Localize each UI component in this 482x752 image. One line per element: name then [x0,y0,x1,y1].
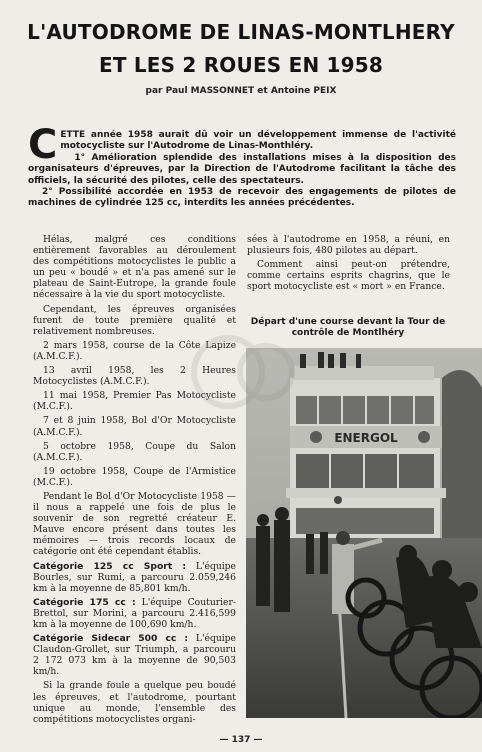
photo-caption: Départ d'une course devant la Tour de contrôle de Montlhéry [250,317,446,338]
record-item [33,597,236,630]
record-label: Catégorie 175 cc : [33,596,136,608]
event-item: 7 et 8 juin 1958, Bol d'Or Motocycliste (A.M.C.F.). [33,415,236,438]
article-title-line1: L'AUTODROME DE LINAS-MONTLHERY [27,20,455,44]
body-paragraph: sées à l'autodrome en 1958, a réuni, en plusieurs fois, 480 pilotes au départ. [247,234,450,257]
body-paragraph: Si la grande foule a quelque peu boudé les épreuves, et l'autodrome, pourtant unique au monde, l'ensemble des compétitions motocyclistes organi- [33,680,236,725]
event-item: 5 octobre 1958, Coupe du Salon (A.M.C.F.). [33,440,236,463]
right-column [247,234,450,295]
body-paragraph: Cependant, les épreuves organisées furent de toute première qualité et relativement nombreuses. [33,303,236,337]
event-item: 13 avril 1958, les 2 Heures Motocyclistes (A.M.C.F.). [33,365,236,388]
intro-paragraph-3: 2° Possibilité accordée en 1953 de recevoir des engagements de pilotes de machines de cylindrée 125 cc, interdits les années précédentes. [28,187,456,209]
record-item [33,633,236,677]
record-item [33,561,236,594]
intro-block [28,122,456,210]
left-column [33,234,236,728]
event-item: 19 octobre 1958, Coupe de l'Armistice (M.C.F.). [33,465,236,488]
article-title-line2: ET LES 2 ROUES EN 1958 [98,53,384,77]
record-text: L'équipe Couturier-Brettol, sur Morini, a parcouru 2.416,599 km à la moyenne de 100,690 km/h. [33,596,236,630]
body-paragraph: Comment ainsi peut-on prétendre, comme certains esprits chagrins, que le sport motocycliste est « mort » en France. [247,259,450,293]
byline: par Paul MASSONNET et Antoine PEIX [145,86,337,96]
record-label: Catégorie Sidecar 500 cc : [33,633,189,645]
body-paragraph: Pendant le Bol d'Or Motocycliste 1958 — il nous a rappelé une fois de plus le souvenir de son regretté créateur E. Mauve encore présent dans toutes les mémoires — trois records locaux de catégorie ont été cependant établis. [33,490,236,558]
energol-sign: ENERGOL [334,431,398,445]
event-item: 11 mai 1958, Premier Pas Motocycliste (M.C.F.). [33,390,236,413]
event-item: 2 mars 1958, course de la Côte Lapize (A.M.C.F.). [33,339,236,362]
intro-paragraph-1: ETTE année 1958 aurait dû voir un développement immense de l'activité motocycliste sur l'Autodrome de Linas-Monthléry. [60,130,456,152]
watermark-logo [188,327,298,417]
drop-cap: C [28,122,58,168]
page-number: — 137 — [219,735,263,745]
body-paragraph: Hélas, malgré ces conditions entièrement favorables au déroulement des compétitions motocyclistes le public a un peu « boudé » et n'a pas amené sur le plateau de Saint-Eutrope, la grande foule nécessaire à la vie du sport motocycliste. [33,234,236,301]
intro-paragraph-2: 1° Amélioration splendide des installations mises à la disposition des organisateurs d'épreuves, par la Direction de l'Autodrome facilitant la tâche des officiels, la sécurité des pilotes, celle des spectateurs. [28,152,456,186]
record-text: L'équipe Bourles, sur Rumi, a parcouru 2.059,246 km à la moyenne de 85,801 km/h. [33,560,236,594]
record-label: Catégorie 125 cc Sport : [33,560,187,572]
record-text: L'équipe Claudon-Grollet, sur Triumph, a parcouru 2 172 073 km à la moyenne de 90,503 km/h. [33,633,236,678]
